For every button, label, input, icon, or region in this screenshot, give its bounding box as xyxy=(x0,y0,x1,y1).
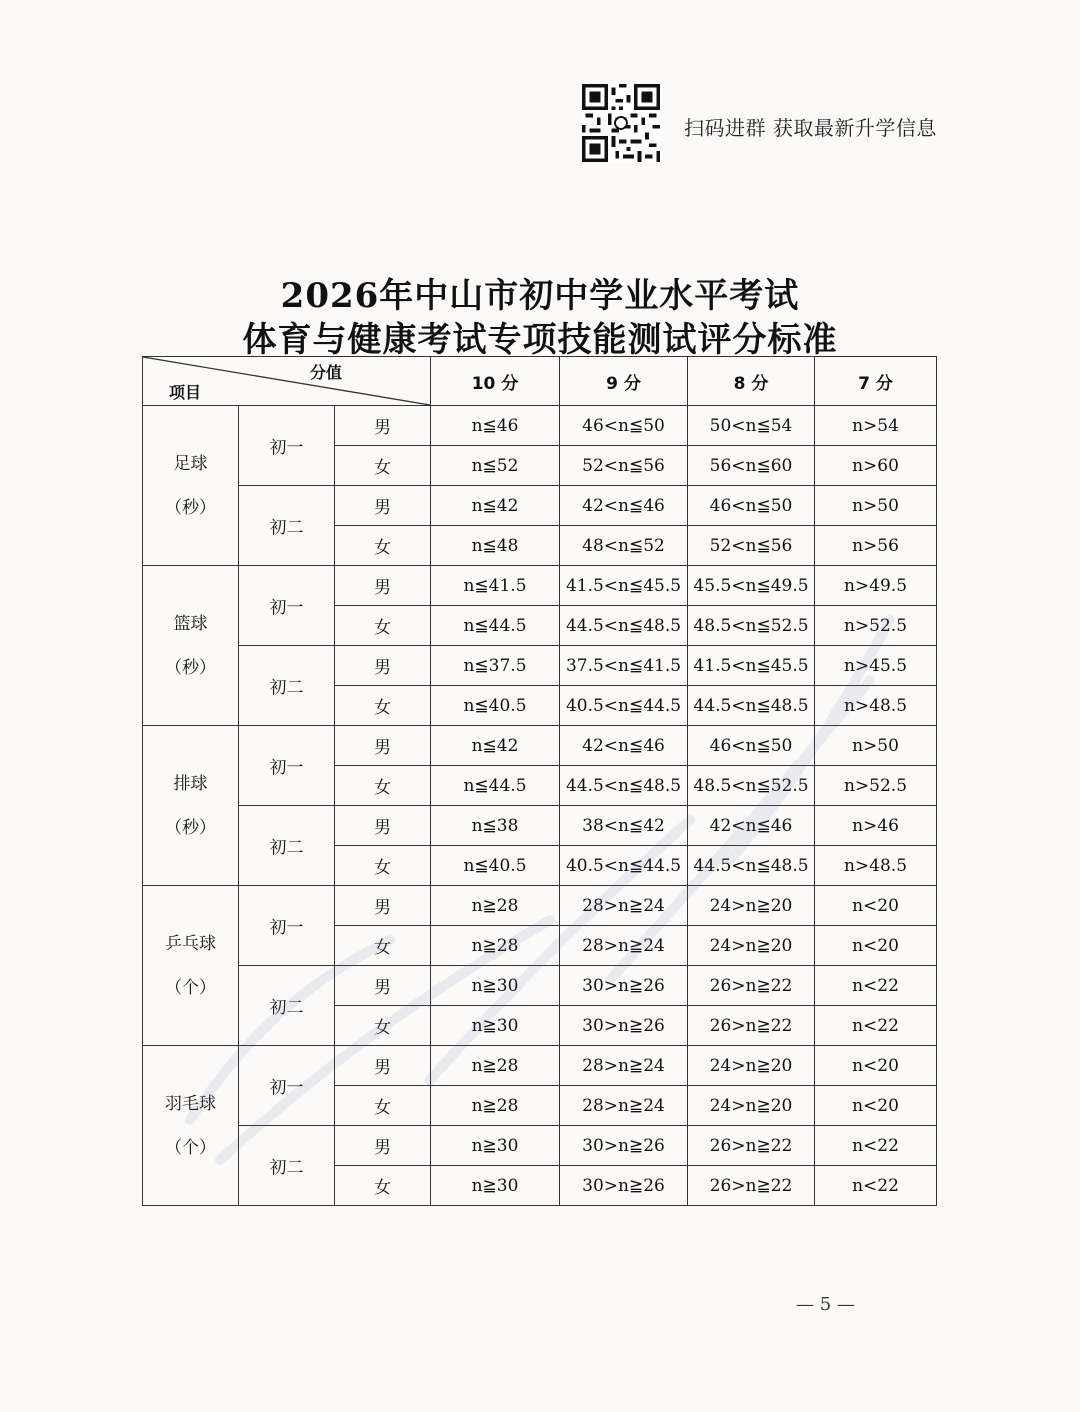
score-range-cell: n≦44.5 xyxy=(431,766,560,806)
gender-cell: 女 xyxy=(335,1166,431,1206)
score-range-cell: n>45.5 xyxy=(815,646,937,686)
page-number: — 5 — xyxy=(796,1294,855,1315)
grade-cell: 初二 xyxy=(239,1126,335,1206)
score-range-cell: n≦41.5 xyxy=(431,566,560,606)
score-header-7: 7 分 xyxy=(815,357,937,406)
score-range-cell: n≦37.5 xyxy=(431,646,560,686)
score-range-cell: 45.5<n≦49.5 xyxy=(688,566,815,606)
score-range-cell: 42<n≦46 xyxy=(560,726,688,766)
score-range-cell: n≧30 xyxy=(431,1166,560,1206)
table-row xyxy=(143,1046,937,1086)
score-range-cell: n>46 xyxy=(815,806,937,846)
gender-cell: 女 xyxy=(335,606,431,646)
score-range-cell: n<22 xyxy=(815,966,937,1006)
gender-cell: 女 xyxy=(335,686,431,726)
item-header-label: 项目 xyxy=(169,383,202,402)
gender-cell: 女 xyxy=(335,766,431,806)
page-title-line-2: 体育与健康考试专项技能测试评分标准 xyxy=(242,320,838,360)
qr-code-icon xyxy=(582,84,660,162)
score-range-cell: 26>n≧22 xyxy=(688,1166,815,1206)
score-range-cell: 56<n≦60 xyxy=(688,446,815,486)
gender-cell: 男 xyxy=(335,406,431,446)
sport-name-line: 篮球 xyxy=(173,613,208,634)
score-range-cell: 42<n≦46 xyxy=(560,486,688,526)
score-range-cell: n≦46 xyxy=(431,406,560,446)
score-range-cell: n≧30 xyxy=(431,1006,560,1046)
sport-unit-line: （秒） xyxy=(165,497,216,518)
score-range-cell: 41.5<n≦45.5 xyxy=(688,646,815,686)
score-range-cell: n≦40.5 xyxy=(431,686,560,726)
table-body xyxy=(143,406,937,1206)
score-range-cell: 40.5<n≦44.5 xyxy=(560,686,688,726)
score-range-cell: n>49.5 xyxy=(815,566,937,606)
score-range-cell: 24>n≧20 xyxy=(688,886,815,926)
score-range-cell: n≧30 xyxy=(431,1126,560,1166)
grade-cell: 初一 xyxy=(239,406,335,486)
score-range-cell: 44.5<n≦48.5 xyxy=(688,686,815,726)
grade-cell: 初一 xyxy=(239,886,335,966)
score-range-cell: 24>n≧20 xyxy=(688,1046,815,1086)
score-range-cell: 40.5<n≦44.5 xyxy=(560,846,688,886)
sport-unit-line: （秒） xyxy=(165,817,216,838)
score-range-cell: 30>n≧26 xyxy=(560,1166,688,1206)
score-header-8: 8 分 xyxy=(688,357,815,406)
gender-cell: 男 xyxy=(335,726,431,766)
score-range-cell: n≧28 xyxy=(431,1046,560,1086)
score-range-cell: n≦42 xyxy=(431,486,560,526)
table-row xyxy=(143,646,937,686)
sport-unit-line: （个） xyxy=(165,977,216,998)
grade-cell: 初一 xyxy=(239,1046,335,1126)
score-range-cell: n≦38 xyxy=(431,806,560,846)
score-range-cell: 46<n≦50 xyxy=(560,406,688,446)
score-range-cell: n<22 xyxy=(815,1006,937,1046)
score-range-cell: n≦48 xyxy=(431,526,560,566)
score-range-cell: 37.5<n≦41.5 xyxy=(560,646,688,686)
score-range-cell: n<22 xyxy=(815,1166,937,1206)
sport-name-cell xyxy=(143,566,239,726)
sport-name-cell xyxy=(143,1046,239,1206)
score-range-cell: 28>n≧24 xyxy=(560,1046,688,1086)
score-range-cell: 44.5<n≦48.5 xyxy=(560,606,688,646)
table-row xyxy=(143,966,937,1006)
score-range-cell: 30>n≧26 xyxy=(560,1006,688,1046)
score-range-cell: n≧28 xyxy=(431,926,560,966)
score-range-cell: 46<n≦50 xyxy=(688,726,815,766)
score-range-cell: 28>n≧24 xyxy=(560,886,688,926)
score-range-cell: n<22 xyxy=(815,1126,937,1166)
score-range-cell: 50<n≦54 xyxy=(688,406,815,446)
table-row xyxy=(143,566,937,606)
gender-cell: 女 xyxy=(335,926,431,966)
gender-cell: 男 xyxy=(335,806,431,846)
score-range-cell: 48.5<n≦52.5 xyxy=(688,766,815,806)
table-row xyxy=(143,1126,937,1166)
gender-cell: 女 xyxy=(335,846,431,886)
score-range-cell: n≦42 xyxy=(431,726,560,766)
score-range-cell: 26>n≧22 xyxy=(688,1126,815,1166)
score-range-cell: 41.5<n≦45.5 xyxy=(560,566,688,606)
table-row xyxy=(143,886,937,926)
score-range-cell: 42<n≦46 xyxy=(688,806,815,846)
score-range-cell: n<20 xyxy=(815,1086,937,1126)
gender-cell: 女 xyxy=(335,1006,431,1046)
score-range-cell: 28>n≧24 xyxy=(560,1086,688,1126)
score-range-cell: 44.5<n≦48.5 xyxy=(688,846,815,886)
sport-name-line: 排球 xyxy=(173,773,208,794)
score-range-cell: 48.5<n≦52.5 xyxy=(688,606,815,646)
sport-name-line: 足球 xyxy=(173,453,208,474)
score-range-cell: 26>n≧22 xyxy=(688,1006,815,1046)
table-header-row xyxy=(143,357,937,406)
score-range-cell: n≦44.5 xyxy=(431,606,560,646)
score-range-cell: 48<n≦52 xyxy=(560,526,688,566)
sport-name-line: 乒乓球 xyxy=(165,933,216,954)
gender-cell: 女 xyxy=(335,446,431,486)
score-range-cell: n≦52 xyxy=(431,446,560,486)
score-range-cell: 46<n≦50 xyxy=(688,486,815,526)
score-range-cell: 26>n≧22 xyxy=(688,966,815,1006)
table-row xyxy=(143,406,937,446)
gender-cell: 女 xyxy=(335,1086,431,1126)
gender-cell: 男 xyxy=(335,646,431,686)
gender-cell: 男 xyxy=(335,486,431,526)
gender-cell: 女 xyxy=(335,526,431,566)
sport-unit-line: （个） xyxy=(165,1137,216,1158)
grade-cell: 初一 xyxy=(239,726,335,806)
qr-code[interactable] xyxy=(582,84,660,162)
score-range-cell: n>60 xyxy=(815,446,937,486)
grade-cell: 初二 xyxy=(239,806,335,886)
score-range-cell: 52<n≦56 xyxy=(688,526,815,566)
score-range-cell: 24>n≧20 xyxy=(688,926,815,966)
sport-name-cell xyxy=(143,886,239,1046)
gender-cell: 男 xyxy=(335,566,431,606)
score-range-cell: 24>n≧20 xyxy=(688,1086,815,1126)
score-range-cell: n<20 xyxy=(815,926,937,966)
table-row xyxy=(143,726,937,766)
page-title-line-1: 2026年中山市初中学业水平考试 xyxy=(280,276,800,316)
sport-name-cell xyxy=(143,726,239,886)
score-header-10: 10 分 xyxy=(431,357,560,406)
gender-cell: 男 xyxy=(335,966,431,1006)
score-range-cell: n>54 xyxy=(815,406,937,446)
grade-cell: 初一 xyxy=(239,566,335,646)
scoring-table xyxy=(142,356,937,1206)
table-row xyxy=(143,806,937,846)
score-range-cell: n>48.5 xyxy=(815,846,937,886)
gender-cell: 男 xyxy=(335,1126,431,1166)
score-range-cell: 38<n≦42 xyxy=(560,806,688,846)
score-range-cell: n>56 xyxy=(815,526,937,566)
grade-cell: 初二 xyxy=(239,646,335,726)
gender-cell: 男 xyxy=(335,1046,431,1086)
corner-header xyxy=(143,357,431,406)
sport-name-cell xyxy=(143,406,239,566)
score-range-cell: 30>n≧26 xyxy=(560,966,688,1006)
score-range-cell: n>52.5 xyxy=(815,766,937,806)
score-range-cell: n>50 xyxy=(815,486,937,526)
score-header-9: 9 分 xyxy=(560,357,688,406)
score-range-cell: n≧28 xyxy=(431,1086,560,1126)
score-range-cell: n<20 xyxy=(815,1046,937,1086)
grade-cell: 初二 xyxy=(239,966,335,1046)
score-range-cell: n>52.5 xyxy=(815,606,937,646)
score-range-cell: n≧30 xyxy=(431,966,560,1006)
score-range-cell: 52<n≦56 xyxy=(560,446,688,486)
score-range-cell: n≦40.5 xyxy=(431,846,560,886)
score-header-label: 分值 xyxy=(310,363,343,382)
grade-cell: 初二 xyxy=(239,486,335,566)
gender-cell: 男 xyxy=(335,886,431,926)
sport-name-line: 羽毛球 xyxy=(165,1093,216,1114)
sport-unit-line: （秒） xyxy=(165,657,216,678)
score-range-cell: 44.5<n≦48.5 xyxy=(560,766,688,806)
score-range-cell: n>48.5 xyxy=(815,686,937,726)
score-range-cell: n>50 xyxy=(815,726,937,766)
score-range-cell: n<20 xyxy=(815,886,937,926)
table-row xyxy=(143,486,937,526)
score-range-cell: 30>n≧26 xyxy=(560,1126,688,1166)
score-range-cell: n≧28 xyxy=(431,886,560,926)
score-range-cell: 28>n≧24 xyxy=(560,926,688,966)
qr-caption: 扫码进群 获取最新升学信息 xyxy=(684,116,937,140)
